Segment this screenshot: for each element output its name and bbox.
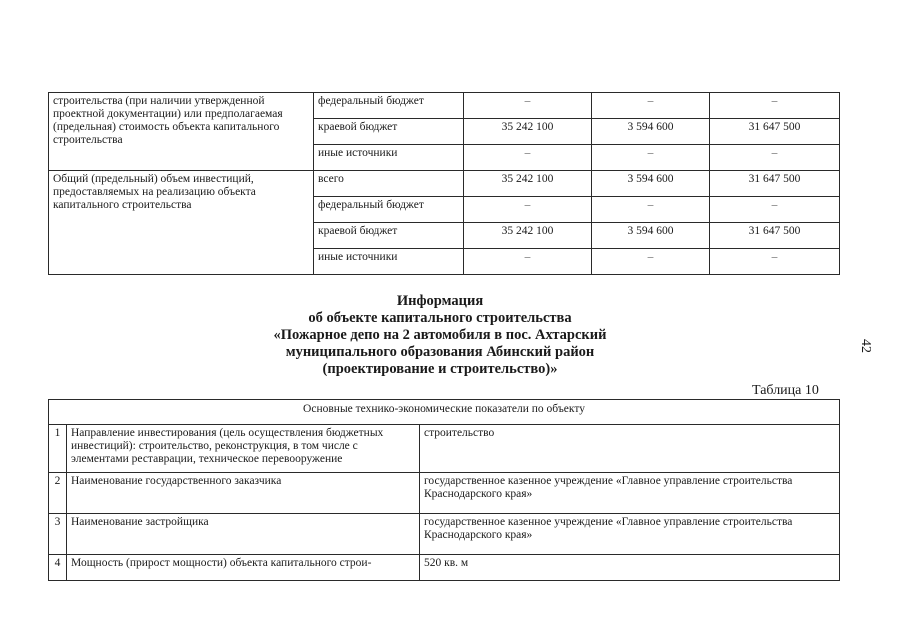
row-number: 1 [49,425,67,473]
table-row [49,93,840,119]
value-cell: 35 242 100 [464,171,592,197]
source-cell: иные источники [314,145,464,171]
value-cell: – [710,197,840,223]
indicator-value: государственное казенное учреждение «Главное управление строительства Краснодарского края» [420,514,840,555]
table-row [49,425,840,473]
row-number: 3 [49,514,67,555]
row-number: 4 [49,555,67,581]
value-cell: 31 647 500 [710,171,840,197]
value-cell: 3 594 600 [592,119,710,145]
value-cell: – [592,249,710,275]
value-cell: – [592,197,710,223]
table-label: Таблица 10 [752,383,819,398]
table-row [49,514,840,555]
description-cell: Общий (предельный) объем инвестиций, предоставляемых на реализацию объекта капитального строительства [49,171,314,275]
row-number: 2 [49,473,67,514]
value-cell: – [710,93,840,119]
section-title [200,293,680,378]
value-cell: 31 647 500 [710,119,840,145]
indicator-name: Наименование государственного заказчика [67,473,420,514]
indicator-name: Направление инвестирования (цель осуществления бюджетных инвестиций): строительство, реконструкция, в том числе с элементами реставрации, техническое перевооружение [67,425,420,473]
source-cell: краевой бюджет [314,223,464,249]
source-cell: иные источники [314,249,464,275]
table-row [49,555,840,581]
indicator-name: Наименование застройщика [67,514,420,555]
value-cell: – [710,249,840,275]
value-cell: 35 242 100 [464,119,592,145]
source-cell: федеральный бюджет [314,93,464,119]
value-cell: – [464,197,592,223]
section-title-line: Информация [396,293,484,309]
indicator-name: Мощность (прирост мощности) объекта капитального строи- [67,555,420,581]
description-cell: строительства (при наличии утвержденной проектной документации) или предполагаемая (предельная) стоимость объекта капитального строительства [49,93,314,171]
value-cell: – [464,93,592,119]
value-cell: 35 242 100 [464,223,592,249]
section-title-line: (проектирование и строительство)» [322,361,558,377]
indicator-value: строительство [420,425,840,473]
page-number: 42 [858,339,873,353]
table-row [49,171,840,197]
table-header: Основные технико-экономические показатели по объекту [49,400,840,425]
financing-table [48,92,840,275]
table-row [49,473,840,514]
source-cell: краевой бюджет [314,119,464,145]
section-title-line: «Пожарное депо на 2 автомобиля в пос. Ахтарский [273,327,607,343]
indicators-table [48,399,840,581]
value-cell: – [592,93,710,119]
value-cell: 3 594 600 [592,223,710,249]
source-cell: федеральный бюджет [314,197,464,223]
value-cell: 3 594 600 [592,171,710,197]
value-cell: – [464,249,592,275]
table-header-row [49,400,840,425]
value-cell: – [464,145,592,171]
value-cell: 31 647 500 [710,223,840,249]
source-cell: всего [314,171,464,197]
indicator-value: 520 кв. м [420,555,840,581]
indicator-value: государственное казенное учреждение «Главное управление строительства Краснодарского края» [420,473,840,514]
value-cell: – [710,145,840,171]
section-title-line: об объекте капитального строительства [308,310,572,326]
value-cell: – [592,145,710,171]
section-title-line: муниципального образования Абинский район [285,344,595,360]
